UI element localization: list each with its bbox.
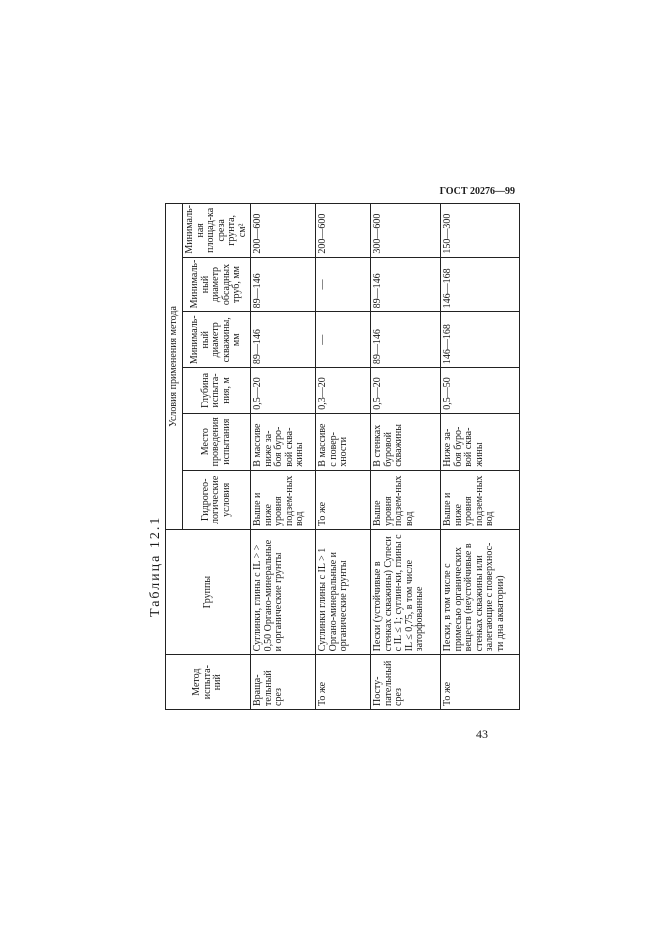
table-row [316,204,371,710]
cell-method: Враща-тельный срез [251,655,316,710]
header-depth: Глубина испыта-ния, м [183,368,251,414]
cell-depth: 0,5—20 [371,368,441,414]
page-number: 43 [476,727,488,741]
cell-groups: Пески (устойчивые в стенках скважины) Супеси с IL ≤ 1; суглин-ки, глины с IL ≤ 0,75, в том числе заторфованные [371,529,441,654]
cell-groups: Суглинки, глины с IL > > 0,50 Органо-минеральные и органические грунты [251,529,316,654]
cell-depth: 0,5—20 [251,368,316,414]
cell-area: 300—600 [371,204,441,258]
cell-pipe-diameter: — [316,257,371,312]
header-conditions: Условия применения метода [166,204,183,530]
cell-groups: Суглинки глины с IL > 1 Органо-минеральные и органические грунты [316,529,371,654]
header-area: Минималь-ная площад-ка среза грунта, см² [183,204,251,258]
cell-well-diameter: 89—146 [251,312,316,368]
cell-pipe-diameter: 146—168 [441,257,520,312]
cell-hydro: Выше и ниже уровня подзем-ных вод [441,470,520,529]
methods-table [165,203,520,710]
cell-pipe-diameter: 89—146 [371,257,441,312]
cell-hydro: То же [316,470,371,529]
header-pipe-diameter: Минималь-ный диаметр обсадных труб, мм [183,257,251,312]
table-row [441,204,520,710]
cell-groups: Пески, в том числе с примесью органических веществ (неустойчивые в стенках скважины или залегающие с поверхнос-ти дна акватории) [441,529,520,654]
cell-method: То же [441,655,520,710]
cell-method: То же [316,655,371,710]
cell-hydro: Выше и ниже уровня подзем-ных вод [251,470,316,529]
cell-depth: 0,3—20 [316,368,371,414]
header-place: Место проведения испытания [183,413,251,470]
header-groups: Группы [166,529,251,654]
table-row [251,204,316,710]
cell-pipe-diameter: 89—146 [251,257,316,312]
cell-area: 200—600 [251,204,316,258]
table-header [166,204,251,710]
document-code: ГОСТ 20276—99 [439,186,515,197]
cell-area: 200—600 [316,204,371,258]
header-well-diameter: Минималь-ный диаметр скважины, мм [183,312,251,368]
table-caption: Таблица 12.1 [148,515,163,617]
rotated-table-wrapper [165,203,511,710]
cell-place: Ниже за-боя буро-вой сква-жины [441,413,520,470]
cell-well-diameter: 89—146 [371,312,441,368]
header-method: Метод испыта-ний [166,655,251,710]
cell-hydro: Выше уровня подзем-ных вод [371,470,441,529]
cell-area: 150—300 [441,204,520,258]
cell-depth: 0,5—50 [441,368,520,414]
cell-well-diameter: 146—168 [441,312,520,368]
table-row [371,204,441,710]
cell-place: В стенках буровой скважины [371,413,441,470]
cell-method: Посту-пательный срез [371,655,441,710]
cell-place: В массиве ниже за-боя буро-вой сква-жины [251,413,316,470]
header-hydro: Гидрогео-логические условия [183,470,251,529]
cell-well-diameter: — [316,312,371,368]
cell-place: В массиве с повер-хности [316,413,371,470]
